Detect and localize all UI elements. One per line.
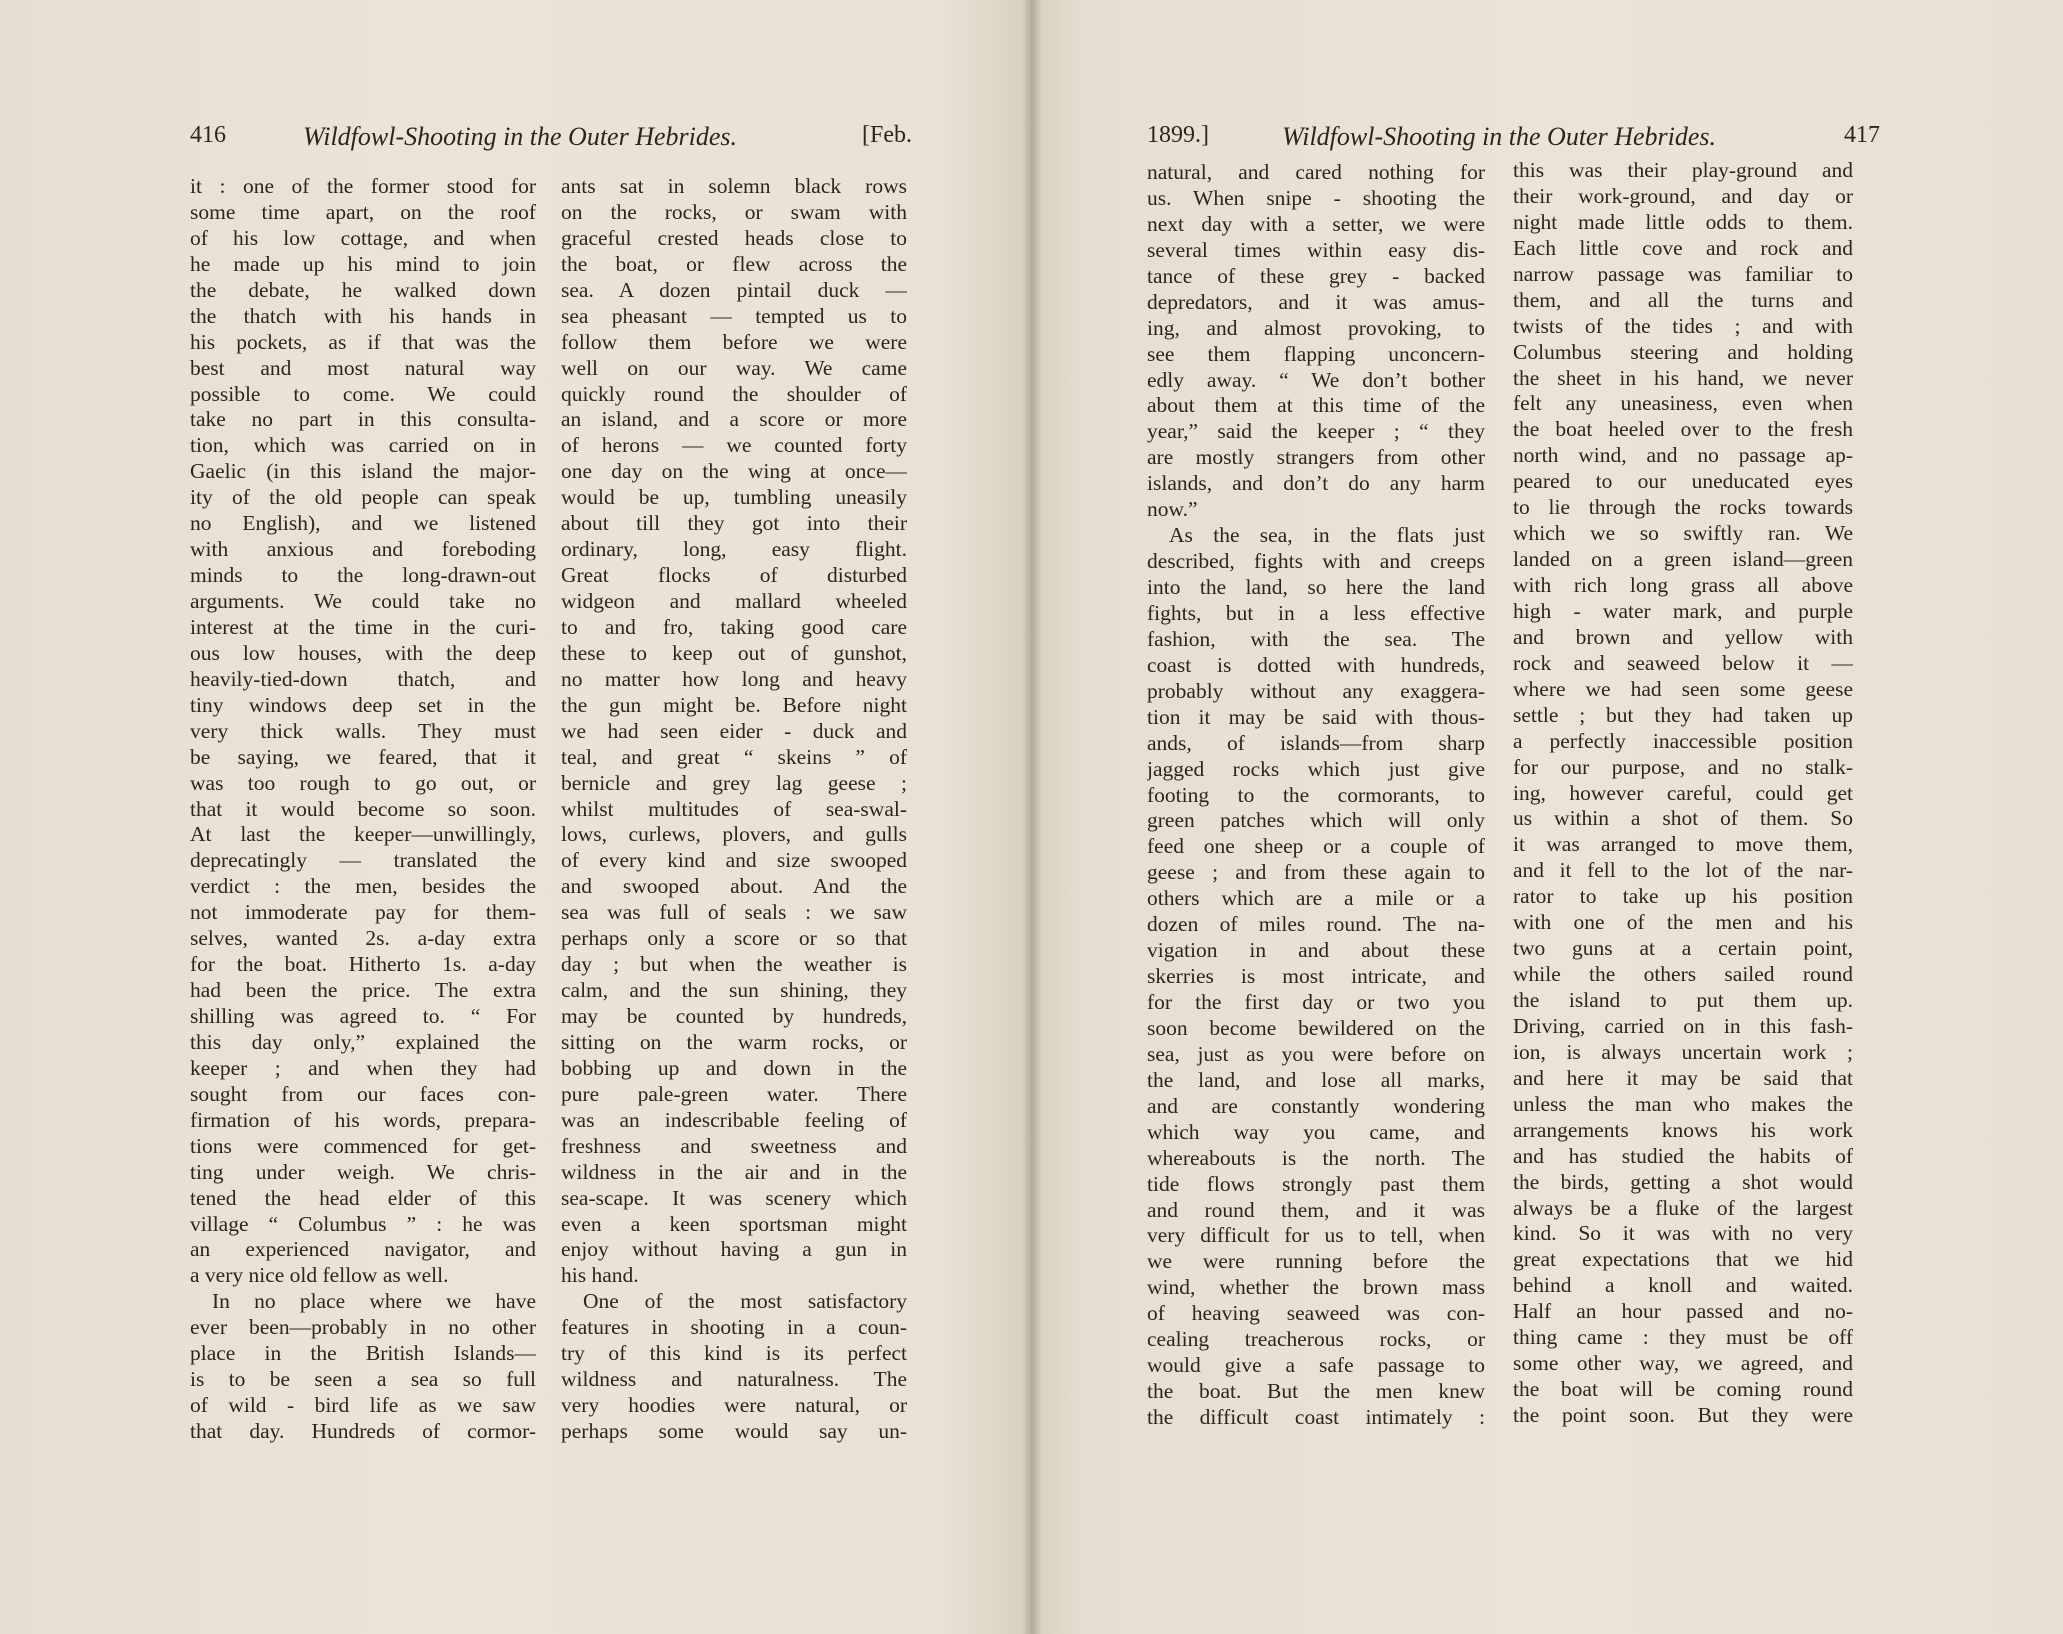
right-running-date: 1899.] — [1147, 122, 1209, 148]
text-line: cealing treacherous rocks, or — [1147, 1327, 1485, 1352]
text-line: ous low houses, with the deep — [190, 640, 536, 665]
text-line: unless the man who makes the — [1513, 1091, 1853, 1116]
text-line: now.” — [1147, 497, 1198, 522]
text-line: no English), and we listened — [190, 511, 536, 536]
text-line: be saying, we feared, that it — [190, 744, 536, 769]
text-line: ing, however careful, could get — [1513, 780, 1853, 805]
text-line: coast is dotted with hundreds, — [1147, 652, 1485, 677]
text-line: In no place where we have — [212, 1289, 536, 1314]
text-line: even a keen sportsman might — [561, 1211, 907, 1236]
left-page — [0, 0, 1025, 1634]
right-running-title: Wildfowl-Shooting in the Outer Hebrides. — [1282, 122, 1717, 151]
text-line: Great flocks of disturbed — [561, 563, 907, 588]
text-line: islands, and don’t do any harm — [1147, 471, 1485, 496]
text-line: had been the price. The extra — [190, 978, 536, 1003]
text-line: where we had seen some geese — [1513, 676, 1853, 701]
text-line: tide flows strongly past them — [1147, 1171, 1485, 1196]
text-line: geese ; and from these again to — [1147, 860, 1485, 885]
text-line: quickly round the shoulder of — [561, 381, 907, 406]
text-line: this was their play-ground and — [1513, 158, 1853, 182]
text-line: bobbing up and down in the — [561, 1055, 907, 1080]
text-line: great expectations that we hid — [1513, 1247, 1853, 1272]
text-line: tened the head elder of this — [190, 1185, 536, 1210]
text-line: for the first day or two you — [1147, 990, 1485, 1014]
text-line: into the land, so here the land — [1147, 575, 1485, 599]
left-column-1 — [190, 174, 536, 1445]
text-line: pure pale-green water. There — [561, 1081, 907, 1106]
text-line: others which are a mile or a — [1147, 886, 1485, 911]
text-line: tiny windows deep set in the — [190, 692, 536, 717]
text-line: and round them, and it was — [1147, 1197, 1485, 1222]
text-line: rator to take up his position — [1513, 884, 1853, 909]
text-line: heavily-tied-down thatch, and — [190, 666, 536, 691]
text-line: depredators, and it was amus- — [1147, 289, 1485, 314]
text-line: with anxious and foreboding — [190, 537, 536, 562]
text-line: narrow passage was familiar to — [1513, 261, 1853, 286]
text-line: deprecatingly — translated the — [190, 848, 536, 873]
text-line: lows, curlews, plovers, and gulls — [561, 822, 907, 847]
text-line: Each little cove and rock and — [1513, 235, 1853, 260]
text-line: these to keep out of gunshot, — [561, 640, 907, 665]
text-line: are mostly strangers from other — [1147, 445, 1485, 470]
text-line: ing, and almost provoking, to — [1147, 315, 1485, 340]
text-line: for our purpose, and no stalk- — [1513, 754, 1853, 779]
text-line: firmation of his words, prepara- — [190, 1107, 536, 1132]
text-line: graceful crested heads close to — [561, 225, 907, 250]
text-line: several times within easy dis- — [1147, 237, 1485, 262]
text-line: enjoy without having a gun in — [561, 1237, 907, 1262]
text-line: landed on a green island—green — [1513, 547, 1853, 572]
text-line: the boat will be coming round — [1513, 1377, 1853, 1402]
text-line: is to be seen a sea so full — [190, 1367, 536, 1392]
text-line: sea. A dozen pintail duck — — [561, 277, 907, 302]
text-line: sought from our faces con- — [190, 1081, 536, 1106]
text-line: very hoodies were natural, or — [561, 1393, 907, 1418]
text-line: village “ Columbus ” : he was — [190, 1211, 536, 1236]
text-line: the birds, getting a shot would — [1513, 1169, 1853, 1194]
text-line: jagged rocks which just give — [1147, 756, 1485, 781]
text-line: At last the keeper—unwillingly, — [190, 822, 536, 847]
text-line: their work-ground, and day or — [1513, 183, 1853, 208]
text-line: settle ; but they had taken up — [1513, 702, 1853, 727]
text-line: kind. So it was with no very — [1513, 1221, 1853, 1246]
text-line: calm, and the sun shining, they — [561, 978, 907, 1003]
text-line: tance of these grey - backed — [1147, 263, 1485, 288]
text-line: would be up, tumbling uneasily — [561, 485, 907, 510]
text-line: fashion, with the sea. The — [1147, 626, 1485, 651]
text-line: the thatch with his hands in — [190, 303, 536, 328]
text-line: natural, and cared nothing for — [1147, 160, 1485, 184]
text-line: his hand. — [561, 1263, 639, 1288]
text-line: try of this kind is its perfect — [561, 1341, 907, 1366]
text-line: thing came : they must be off — [1513, 1325, 1853, 1350]
text-line: very thick walls. They must — [190, 718, 536, 743]
text-line: tions were commenced for get- — [190, 1133, 536, 1158]
text-line: high - water mark, and purple — [1513, 598, 1853, 623]
text-line: freshness and sweetness and — [561, 1133, 907, 1158]
text-line: some other way, we agreed, and — [1513, 1351, 1853, 1376]
text-line: a perfectly inaccessible position — [1513, 728, 1853, 753]
text-line: of his low cottage, and when — [190, 225, 536, 250]
text-line: some time apart, on the roof — [190, 199, 536, 224]
text-line: may be counted by hundreds, — [561, 1004, 907, 1028]
text-line: ever been—probably in no other — [190, 1315, 536, 1340]
text-line: the difficult coast intimately : — [1147, 1405, 1485, 1429]
text-line: dozen of miles round. The na- — [1147, 912, 1485, 937]
right-column-2 — [1513, 158, 1853, 1429]
text-line: ity of the old people can speak — [190, 485, 536, 510]
text-line: ion, is always uncertain work ; — [1513, 1039, 1853, 1064]
text-line: the land, and lose all marks, — [1147, 1067, 1485, 1092]
text-line: wildness in the air and in the — [561, 1159, 907, 1184]
text-line: Half an hour passed and no- — [1513, 1299, 1853, 1324]
text-line: the sheet in his hand, we never — [1513, 365, 1853, 390]
text-line: it : one of the former stood for — [190, 174, 536, 198]
text-line: sitting on the warm rocks, or — [561, 1029, 907, 1054]
text-line: ands, of islands—from sharp — [1147, 730, 1485, 755]
text-line: of every kind and size swooped — [561, 848, 907, 873]
text-line: perhaps only a score or so that — [561, 926, 907, 951]
text-line: of herons — we counted forty — [561, 433, 907, 458]
text-line: felt any uneasiness, even when — [1513, 391, 1853, 416]
text-line: this day only,” explained the — [190, 1029, 536, 1054]
text-line: very difficult for us to tell, when — [1147, 1223, 1485, 1248]
text-line: night made little odds to them. — [1513, 209, 1853, 234]
text-line: to lie through the rocks towards — [1513, 495, 1853, 520]
text-line: to and fro, taking good care — [561, 614, 907, 639]
text-line: about till they got into their — [561, 511, 907, 536]
text-line: always be a fluke of the largest — [1513, 1195, 1853, 1220]
text-line: with one of the men and his — [1513, 910, 1853, 935]
text-line: whilst multitudes of sea-swal- — [561, 796, 907, 821]
text-line: one day on the wing at once— — [561, 459, 907, 484]
text-line: shilling was agreed to. “ For — [190, 1004, 536, 1028]
text-line: ting under weigh. We chris- — [190, 1159, 536, 1184]
text-line: selves, wanted 2s. a-day extra — [190, 926, 536, 951]
text-line: the point soon. But they were — [1513, 1403, 1853, 1427]
text-line: the boat, or flew across the — [561, 251, 907, 276]
text-line: edly away. “ We don’t bother — [1147, 367, 1485, 392]
text-line: on the rocks, or swam with — [561, 199, 907, 224]
text-line: keeper ; and when they had — [190, 1055, 536, 1080]
right-page — [1025, 0, 2063, 1634]
text-line: and are constantly wondering — [1147, 1093, 1485, 1118]
text-line: wildness and naturalness. The — [561, 1367, 907, 1392]
text-line: sea was full of seals : we saw — [561, 900, 907, 925]
left-running-date: [Feb. — [862, 122, 912, 148]
text-line: footing to the cormorants, to — [1147, 782, 1485, 807]
text-line: features in shooting in a coun- — [561, 1315, 907, 1340]
text-line: two guns at a certain point, — [1513, 936, 1853, 961]
text-line: the debate, he walked down — [190, 277, 536, 302]
text-line: ants sat in solemn black rows — [561, 174, 907, 198]
left-running-title: Wildfowl-Shooting in the Outer Hebrides. — [303, 122, 738, 151]
text-line: and swooped about. And the — [561, 874, 907, 899]
text-line: not immoderate pay for them- — [190, 900, 536, 925]
text-line: next day with a setter, we were — [1147, 211, 1485, 236]
text-line: green patches which will only — [1147, 808, 1485, 833]
text-line: of wild - bird life as we saw — [190, 1393, 536, 1418]
text-line: tion, which was carried on in — [190, 433, 536, 458]
text-line: As the sea, in the flats just — [1169, 523, 1485, 548]
text-line: his pockets, as if that was the — [190, 329, 536, 354]
text-line: ordinary, long, easy flight. — [561, 537, 907, 562]
text-line: Gaelic (in this island the major- — [190, 459, 536, 484]
text-line: and has studied the habits of — [1513, 1143, 1853, 1168]
text-line: well on our way. We came — [561, 355, 907, 380]
text-line: and it fell to the lot of the nar- — [1513, 858, 1853, 883]
right-page-number: 417 — [1844, 122, 1880, 148]
text-line: us. When snipe - shooting the — [1147, 185, 1485, 210]
text-line: that it would become so soon. — [190, 796, 536, 821]
text-line: would give a safe passage to — [1147, 1353, 1485, 1378]
text-line: sea, just as you were before on — [1147, 1041, 1485, 1066]
text-line: that day. Hundreds of cormor- — [190, 1419, 536, 1443]
text-line: and brown and yellow with — [1513, 624, 1853, 649]
left-running-head — [190, 122, 912, 162]
text-line: sea-scape. It was scenery which — [561, 1185, 907, 1210]
text-line: which way you came, and — [1147, 1119, 1485, 1144]
text-line: rock and seaweed below it — — [1513, 650, 1853, 675]
text-line: arrangements knows his work — [1513, 1117, 1853, 1142]
text-line: teal, and great “ skeins ” of — [561, 744, 907, 769]
right-running-head — [1147, 122, 1880, 162]
text-line: was an indescribable feeling of — [561, 1107, 907, 1132]
text-line: place in the British Islands— — [190, 1341, 536, 1366]
text-line: we had seen eider - duck and — [561, 718, 907, 743]
text-line: vigation in and about these — [1147, 938, 1485, 963]
text-line: behind a knoll and waited. — [1513, 1273, 1853, 1298]
text-line: see them flapping unconcern- — [1147, 341, 1485, 366]
text-line: probably without any exaggera- — [1147, 678, 1485, 703]
text-line: minds to the long-drawn-out — [190, 563, 536, 588]
text-line: for the boat. Hitherto 1s. a-day — [190, 952, 536, 977]
text-line: best and most natural way — [190, 355, 536, 380]
text-line: perhaps some would say un- — [561, 1419, 907, 1443]
text-line: peared to our uneducated eyes — [1513, 469, 1853, 494]
text-line: north wind, and no passage ap- — [1513, 443, 1853, 468]
text-line: an island, and a score or more — [561, 407, 907, 432]
text-line: interest at the time in the curi- — [190, 614, 536, 639]
text-line: no matter how long and heavy — [561, 666, 907, 691]
left-page-number: 416 — [190, 122, 226, 148]
text-line: an experienced navigator, and — [190, 1237, 536, 1262]
text-line: a very nice old fellow as well. — [190, 1263, 449, 1288]
text-line: bernicle and grey lag geese ; — [561, 770, 907, 795]
text-line: Driving, carried on in this fash- — [1513, 1013, 1853, 1038]
text-line: soon become bewildered on the — [1147, 1015, 1485, 1040]
text-line: and here it may be said that — [1513, 1065, 1853, 1090]
text-line: day ; but when the weather is — [561, 952, 907, 977]
text-line: possible to come. We could — [190, 381, 536, 406]
text-line: widgeon and mallard wheeled — [561, 589, 907, 613]
text-line: whereabouts is the north. The — [1147, 1145, 1485, 1170]
text-line: year,” said the keeper ; “ they — [1147, 419, 1485, 444]
text-line: us within a shot of them. So — [1513, 806, 1853, 831]
text-line: feed one sheep or a couple of — [1147, 834, 1485, 859]
text-line: we were running before the — [1147, 1249, 1485, 1274]
text-line: it was arranged to move them, — [1513, 832, 1853, 857]
text-line: skerries is most intricate, and — [1147, 964, 1485, 989]
text-line: about them at this time of the — [1147, 393, 1485, 418]
text-line: was too rough to go out, or — [190, 770, 536, 795]
text-line: which we so swiftly ran. We — [1513, 521, 1853, 546]
text-line: the island to put them up. — [1513, 988, 1853, 1012]
text-line: with rich long grass all above — [1513, 573, 1853, 597]
text-line: Columbus steering and holding — [1513, 339, 1853, 364]
text-line: while the others sailed round — [1513, 962, 1853, 987]
text-line: sea pheasant — tempted us to — [561, 303, 907, 328]
text-line: follow them before we were — [561, 329, 907, 354]
text-line: verdict : the men, besides the — [190, 874, 536, 899]
text-line: One of the most satisfactory — [583, 1289, 907, 1314]
text-line: the boat. But the men knew — [1147, 1379, 1485, 1404]
text-line: the gun might be. Before night — [561, 692, 907, 717]
text-line: arguments. We could take no — [190, 589, 536, 613]
text-line: tion it may be said with thous- — [1147, 704, 1485, 729]
text-line: fights, but in a less effective — [1147, 600, 1485, 625]
text-line: the boat heeled over to the fresh — [1513, 417, 1853, 442]
text-line: twists of the tides ; and with — [1513, 313, 1853, 338]
text-line: wind, whether the brown mass — [1147, 1275, 1485, 1300]
text-line: described, fights with and creeps — [1147, 549, 1485, 574]
text-line: he made up his mind to join — [190, 251, 536, 276]
text-line: of heaving seaweed was con- — [1147, 1301, 1485, 1326]
text-line: take no part in this consulta- — [190, 407, 536, 432]
text-line: them, and all the turns and — [1513, 287, 1853, 312]
left-column-2 — [561, 174, 907, 1445]
right-column-1 — [1147, 160, 1485, 1431]
